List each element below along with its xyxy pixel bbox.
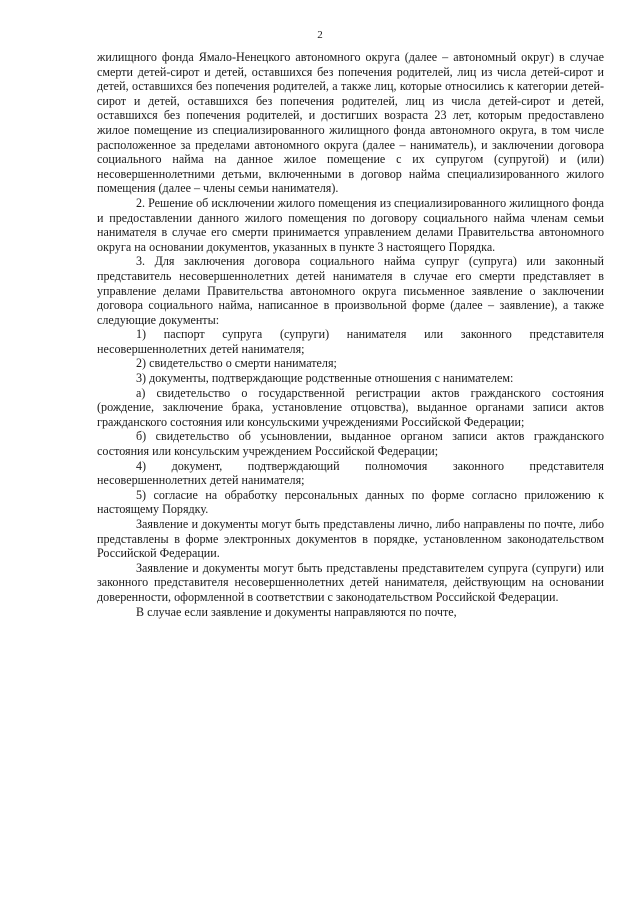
list-item-passport: 1) паспорт супруга (супруги) нанимателя или законного представителя несовершеннолетних детей нанимателя;	[97, 327, 604, 356]
list-item-death-certificate: 2) свидетельство о смерти нанимателя;	[136, 356, 337, 371]
list-item-representative-authority: 4) документ, подтверждающий полномочия законного представителя несовершеннолетних детей нанимателя;	[97, 458, 604, 488]
paragraph-item-2: 2. Решение об исключении жилого помещения из специализированного жилищного фонда и предоставлении данного жилого помещения по договору социального найма членам семьи нанимателя в случае его смерти принимается управлением делами Правительства автономного округа на основании документов, указанных в пункте 3 настоящего Порядка.	[97, 195, 604, 254]
paragraph-continuation: жилищного фонда Ямало-Ненецкого автономного округа (далее – автономный округ) в случае смерти детей-сирот и детей, оставшихся без попечения родителей, лиц из числа детей-сирот и детей, оставшихся без попечения родителей, а также лиц, которые относились к категории детей-сирот и детей, оставшихся без попечения родителей, лиц из числа детей-сирот и детей, оставшихся без попечения родителей, и достигших возраста 23 лет, которым предоставлено жилое помещение из специализированного жилищного фонда автономного округа, в том числе расположенное за пределами автономного округа (далее – наниматель), и заключении договора социального найма на данное жилое помещение с их супругом (супругой) и (или) несовершеннолетними детьми, включенными в договор найма специализированного жилого помещения (далее – члены семьи нанимателя).	[97, 50, 604, 196]
paragraph-representative-submission: Заявление и документы могут быть представлены представителем супруга (супруги) или законного представителя несовершеннолетних детей нанимателя, действующим на основании доверенности, оформленной в соответствии с законодательством Российской Федерации.	[97, 560, 604, 604]
paragraph-postal-submission: В случае если заявление и документы направляются по почте,	[136, 604, 457, 619]
sublist-item-a: а) свидетельство о государственной регистрации актов гражданского состояния (рождение, заключение брака, установление отцовства), выданное органами записи актов гражданского состояния или консульскими учреждениями Российской Федерации;	[97, 385, 604, 429]
sublist-item-b: б) свидетельство об усыновлении, выданное органом записи актов гражданского состояния или консульским учреждением Российской Федерации;	[97, 429, 604, 459]
document-body	[97, 50, 604, 619]
list-item-personal-data-consent: 5) согласие на обработку персональных данных по форме согласно приложению к настоящему Порядку.	[97, 487, 604, 517]
page-number: 2	[317, 29, 323, 41]
list-item-kinship-documents: 3) документы, подтверждающие родственные отношения с нанимателем:	[136, 371, 514, 386]
paragraph-submission-methods: Заявление и документы могут быть представлены лично, либо направлены по почте, либо представлены в форме электронных документов в порядке, установленном законодательством Российской Федерации.	[97, 517, 604, 561]
paragraph-item-3: 3. Для заключения договора социального найма супруг (супруга) или законный представитель несовершеннолетних детей нанимателя в случае его смерти представляет в управление делами Правительства автономного округа письменное заявление о заключении договора социального найма, написанное в произвольной форме (далее – заявление), а также следующие документы:	[97, 254, 604, 327]
